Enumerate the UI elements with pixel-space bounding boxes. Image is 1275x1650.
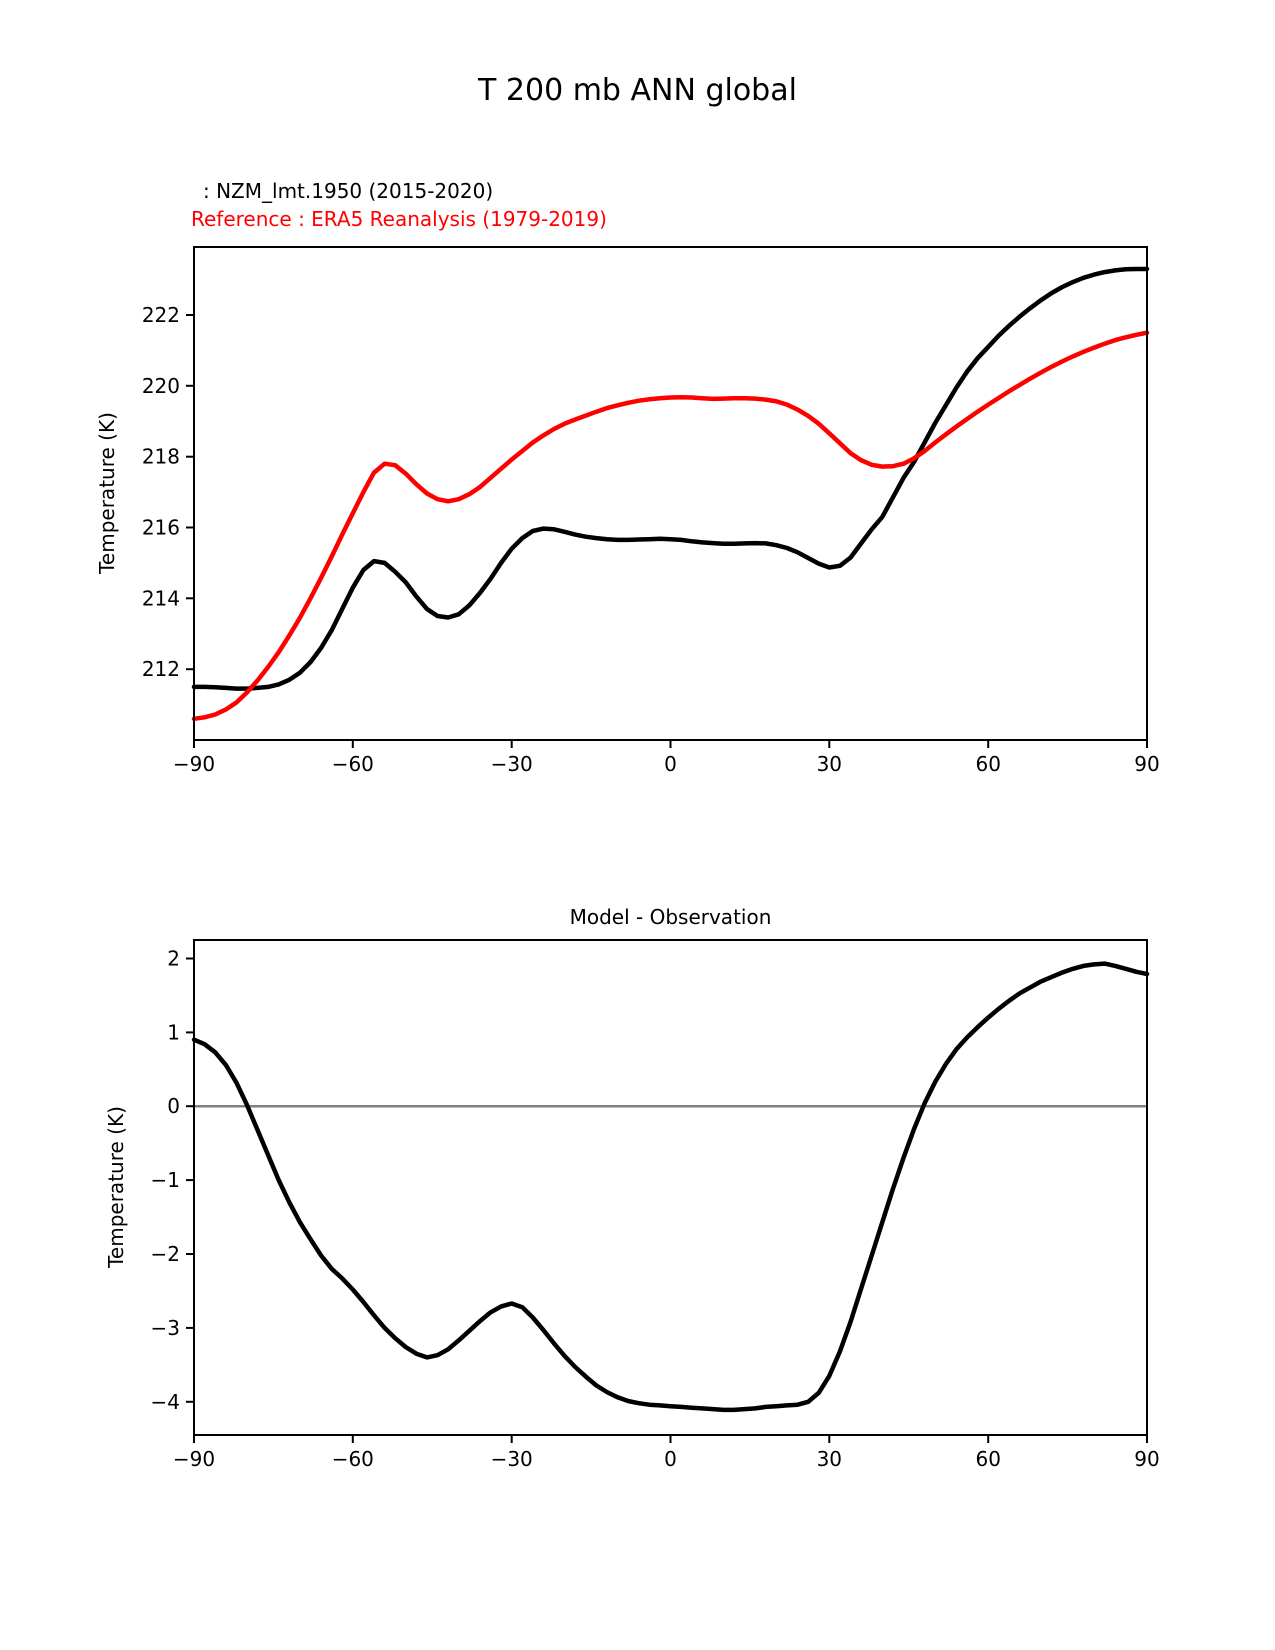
y-tick-label: −3 xyxy=(150,1315,180,1340)
y-tick-label: 218 xyxy=(141,444,180,469)
series-line-1 xyxy=(194,333,1147,719)
y-tick-label: 214 xyxy=(141,586,180,611)
x-tick-label: 60 xyxy=(975,1447,1001,1471)
temperature-chart xyxy=(104,227,1187,800)
y-tick-label: 212 xyxy=(141,657,180,682)
axis-frame xyxy=(194,940,1147,1435)
legend-reference-label: Reference : ERA5 Reanalysis (1979-2019) xyxy=(191,207,607,231)
x-tick-label: 30 xyxy=(816,1447,843,1471)
x-tick-label: 90 xyxy=(1134,752,1160,776)
difference-chart xyxy=(104,920,1187,1495)
x-tick-label: −60 xyxy=(331,752,374,776)
y-tick-label: −4 xyxy=(150,1389,180,1414)
y-tick-label: 222 xyxy=(141,303,180,327)
x-tick-label: −90 xyxy=(172,1447,216,1471)
y-tick-label: 0 xyxy=(167,1094,180,1119)
x-tick-label: −30 xyxy=(490,752,533,776)
series-line-0 xyxy=(194,269,1147,689)
y-tick-label: 220 xyxy=(141,373,180,398)
y-tick-label: 2 xyxy=(167,946,180,971)
figure-title: T 200 mb ANN global xyxy=(478,73,797,108)
x-tick-label: 60 xyxy=(975,752,1001,776)
x-tick-label: −90 xyxy=(172,752,216,776)
y-tick-label: −2 xyxy=(150,1242,180,1266)
x-tick-label: 90 xyxy=(1134,1447,1160,1471)
x-tick-label: −30 xyxy=(490,1447,533,1471)
y-tick-label: −1 xyxy=(150,1168,180,1193)
difference-chart-title: Model - Observation xyxy=(569,905,772,929)
x-tick-label: 0 xyxy=(664,752,677,776)
y-tick-label: 216 xyxy=(141,515,180,540)
x-tick-label: 0 xyxy=(664,1447,677,1471)
x-tick-label: −60 xyxy=(331,1447,374,1471)
y-tick-label: 1 xyxy=(167,1020,180,1045)
series-line-0 xyxy=(194,964,1147,1410)
y-axis-label-bottom: Temperature (K) xyxy=(104,1106,128,1268)
x-tick-label: 30 xyxy=(816,752,843,776)
y-axis-label-top: Temperature (K) xyxy=(95,412,119,574)
axis-frame xyxy=(194,247,1147,740)
legend-model-label: : NZM_lmt.1950 (2015-2020) xyxy=(203,179,494,203)
